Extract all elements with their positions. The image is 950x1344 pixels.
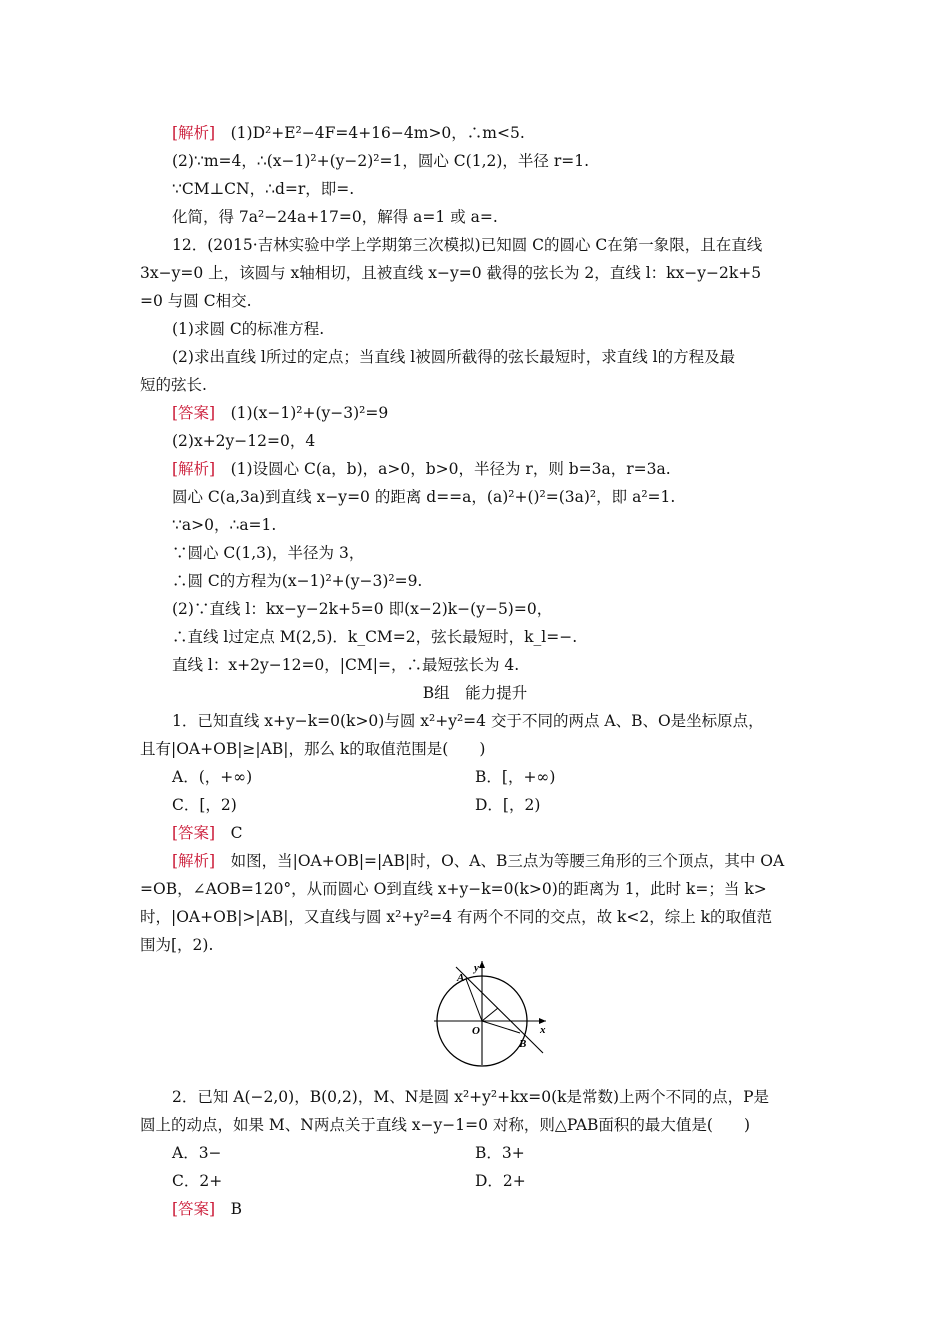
- text-line: [解析] (1)D²+E²−4F=4+16−4m>0，∴m<5.: [172, 124, 525, 142]
- text-line: [答案] (1)(x−1)²+(y−3)²=9: [172, 404, 389, 422]
- label-x: x: [540, 1024, 546, 1036]
- section-heading: B组 能力提升: [422, 684, 528, 702]
- text-line: 短的弦长.: [140, 376, 207, 394]
- question-1-text: 1．已知直线 x+y−k=0(k>0)与圆 x²+y²=4 交于不同的两点 A、B、O是坐标原点，: [172, 712, 764, 730]
- analysis-tag: [解析]: [172, 460, 216, 478]
- text-line: ∵圆心 C(1,3)，半径为 3，: [172, 544, 365, 562]
- text-line: =OB，∠AOB=120°，从而圆心 O到直线 x+y−k=0(k>0)的距离为 1，此时 k=；当 k>: [140, 880, 767, 898]
- question-12-text: 12．(2015·吉林实验中学上学期第三次模拟)已知圆 C的圆心 C在第一象限，且在直线: [172, 236, 763, 254]
- label-b: B: [519, 1038, 527, 1050]
- option-b: B．3+: [475, 1144, 525, 1162]
- text-line: (2)x+2y−12=0，4: [172, 432, 316, 450]
- option-d: D．2+: [475, 1172, 526, 1190]
- text-line: [解析] (1)设圆心 C(a，b)，a>0，b>0，半径为 r，则 b=3a，r=3a.: [172, 460, 671, 478]
- text-line: 且有|OA+OB|≥|AB|，那么 k的取值范围是( ): [140, 740, 486, 758]
- text-line: [答案] B: [172, 1200, 243, 1218]
- text-line: ∴直线 l过定点 M(2,5)．k_CM=2，弦长最短时，k_l=−.: [172, 628, 578, 646]
- option-b: B．[，+∞): [475, 768, 556, 786]
- segment-ob: [482, 1021, 520, 1033]
- text-line: ∴圆 C的方程为(x−1)²+(y−3)²=9.: [172, 572, 423, 590]
- text-line: [解析] 如图，当|OA+OB|=|AB|时，O、A、B三点为等腰三角形的三个顶点，其中 OA: [172, 852, 785, 870]
- question-2-text: 2．已知 A(−2,0)，B(0,2)，M、N是圆 x²+y²+kx=0(k是常数)上两个不同的点，P是: [172, 1088, 770, 1106]
- label-y: y: [474, 962, 479, 974]
- circle-figure: [430, 955, 560, 1070]
- perpendicular: [482, 1008, 498, 1021]
- option-a: A．3−: [172, 1144, 222, 1162]
- answer-tag: [答案]: [172, 1200, 216, 1218]
- text-line: (2)求出直线 l所过的定点；当直线 l被圆所截得的弦长最短时，求直线 l的方程及最: [172, 348, 736, 366]
- text-line: (2)∵m=4，∴(x−1)²+(y−2)²=1，圆心 C(1,2)，半径 r=1.: [172, 152, 590, 170]
- option-a: A．(，+∞): [172, 768, 253, 786]
- answer-tag: [答案]: [172, 404, 216, 422]
- y-axis-arrow: [479, 961, 485, 968]
- text-line: (1)求圆 C的标准方程.: [172, 320, 325, 338]
- text-line: 化简，得 7a²−24a+17=0，解得 a=1 或 a=.: [172, 208, 498, 226]
- option-d: D．[，2): [475, 796, 541, 814]
- text-line: 时，|OA+OB|>|AB|，又直线与圆 x²+y²=4 有两个不同的交点，故 k<2，综上 k的取值范: [140, 908, 773, 926]
- option-c: C．2+: [172, 1172, 223, 1190]
- label-a: A: [457, 972, 465, 984]
- text-line: ∵a>0，∴a=1.: [172, 516, 277, 534]
- text-line: 围为[，2).: [140, 936, 214, 954]
- text-line: =0 与圆 C相交.: [140, 292, 252, 310]
- text-line: (2)∵直线 l：kx−y−2k+5=0 即(x−2)k−(y−5)=0，: [172, 600, 553, 618]
- analysis-tag: [解析]: [172, 852, 216, 870]
- analysis-tag: [解析]: [172, 124, 216, 142]
- text-line: ∵CM⊥CN，∴d=r，即=.: [172, 180, 355, 198]
- text-line: [答案] C: [172, 824, 243, 842]
- answer-tag: [答案]: [172, 824, 216, 842]
- option-c: C．[，2): [172, 796, 237, 814]
- label-o: O: [472, 1025, 480, 1037]
- text-line: 3x−y=0 上，该圆与 x轴相切，且被直线 x−y=0 截得的弦长为 2，直线 l：kx−y−2k+5: [140, 264, 762, 282]
- text-line: 圆上的动点，如果 M、N两点关于直线 x−y−1=0 对称，则△PAB面积的最大值是( ): [140, 1116, 751, 1134]
- text-line: 直线 l：x+2y−12=0，|CM|=，∴最短弦长为 4.: [172, 656, 520, 674]
- text-line: 圆心 C(a,3a)到直线 x−y=0 的距离 d==a，(a)²+()²=(3a)²，即 a²=1.: [172, 488, 676, 506]
